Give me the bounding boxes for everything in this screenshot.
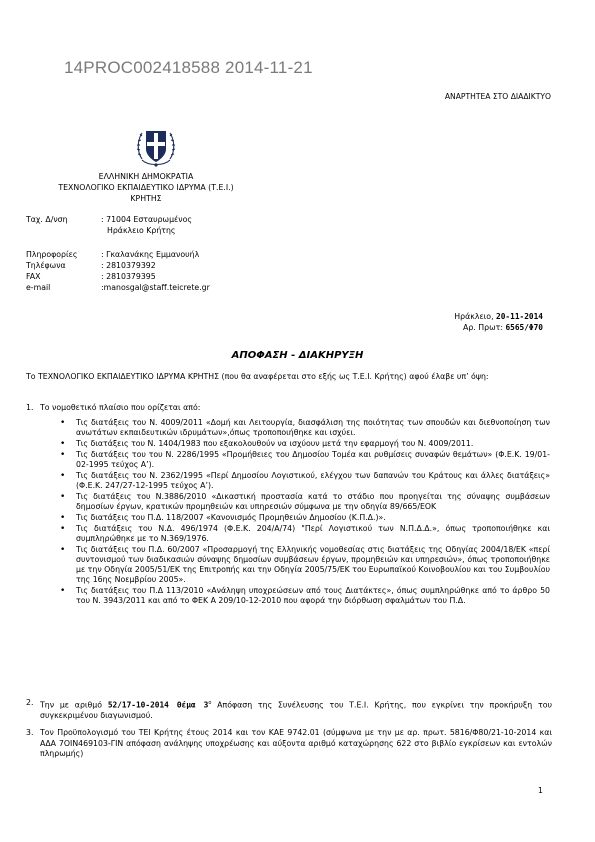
list-item: • Τις διατάξεις του Ν. 2362/1995 «Περί Δημοσίου Λογιστικού, ελέγχου των δαπανών του Κράτους και άλλες διατάξεις» (Φ.Ε.Κ. 247/27-12-1995 τεύχος Α’). xyxy=(60,471,550,491)
list-item: • Τις διατάξεις του Π.Δ 113/2010 «Ανάληψη υποχρεώσεων από τους Διατάκτες», όπως συμπληρώθηκε από το άρθρο 50 του Ν. 3943/2011 και από το ΦΕΚ Α 209/10-12-2010 που αφορά την διόρθωση σφαλμάτων του Π.Δ. xyxy=(60,586,550,606)
protocol-number: 6565/Φ70 xyxy=(505,323,543,332)
document-code: 14PROC002418588 2014-11-21 xyxy=(64,58,313,77)
contact-block xyxy=(26,214,210,293)
section-3-text: Τον Προϋπολογισμό του ΤΕΙ Κρήτης έτους 2014 και τον ΚΑΕ 9742.01 (σύμφωνα με την με αρ. πρωτ. 5816/Φ80/21-10-2014 και ΑΔΑ 7ΟΙΝ469103-ΓΙΝ απόφαση ανάληψης υποχρέωσης και αύξοντα αριθμό καταχώρησης 622 στο βιβλίο εγκρίσεων και εντολών πληρωμής) xyxy=(40,728,552,758)
email-label: e-mail xyxy=(26,283,51,292)
email-value: :manosgal@staff.teicrete.gr xyxy=(101,283,210,292)
fax-label: FAX xyxy=(26,272,41,281)
section-1-text: Το νομοθετικό πλαίσιο που ορίζεται από: xyxy=(40,403,201,412)
issue-date: 20-11-2014 xyxy=(496,312,543,321)
posting-note: ΑΝΑΡΤΗΤΕΑ ΣΤΟ ΔΙΑΔΙΚΤΥΟ xyxy=(444,92,551,101)
address-row xyxy=(26,214,210,225)
address-label: Ταχ. Δ/νση xyxy=(26,215,68,224)
issuer-country: ΕΛΛΗΝΙΚΗ ΔΗΜΟΚΡΑΤΙΑ xyxy=(98,172,194,181)
info-label: Πληροφορίες xyxy=(26,250,78,259)
fax-row xyxy=(26,271,210,282)
section-3-number: 3. xyxy=(26,728,34,737)
section-2-number: 2. xyxy=(26,698,34,707)
list-item: • Τις διατάξεις του Π.Δ. 60/2007 «Προσαρμογή της Ελληνικής νομοθεσίας στις διατάξεις της Οδηγίας 2004/18/ΕΚ «περί συντονισμού των διαδικασιών σύναψης δημοσίων συμβάσεων έργων, προμηθειών και υπηρεσιών», όπως τροποποιήθηκε με την Οδηγία 2005/51/ΕΚ της Επιτροπής και την Οδηγία 2005/75/ΕΚ του Ευρωπαϊκού Κοινοβουλίου και του Συμβουλίου της 16ης Νοεμβρίου 2005». xyxy=(60,545,550,586)
address-value: : 71004 Εσταυρωμένος xyxy=(101,215,192,224)
protocol-prefix: Αρ. Πρωτ: xyxy=(463,323,506,332)
phone-row xyxy=(26,260,210,271)
place-prefix: Ηράκλειο, xyxy=(454,312,497,321)
section-2 xyxy=(26,698,552,722)
info-value: : Γκαλανάκης Εμμανουήλ xyxy=(101,250,200,259)
fax-value: : 2810379395 xyxy=(101,272,156,281)
list-item: • Τις διατάξεις του Ν.Δ. 496/1974 (Φ.Ε.Κ. 204/Α/74) "Περί Λογιστικού των Ν.Π.Δ.Δ.», όπως τροποποιήθηκε και συμπληρώθηκε με το Ν.369/1976. xyxy=(60,524,550,544)
list-item: • Τις διατάξεις του Ν. 4009/2011 «Δομή και Λειτουργία, διασφάλιση της ποιότητας των σπουδών και διεθνοποίηση των ανωτάτων εκπαιδευτικών ιδρυμάτων»,όπως τροποποιήθηκε και ισχύει. xyxy=(60,418,550,438)
page-number: 1 xyxy=(538,786,543,795)
list-item: • Τις διατάξεις του Π.Δ. 118/2007 «Κανονισμός Προμηθειών Δημοσίου (Κ.Π.Δ.)». xyxy=(60,513,550,523)
phone-label: Τηλέφωνα xyxy=(26,261,66,270)
list-item: • Τις διατάξεις του Ν.3886/2010 «Δικαστική προστασία κατά το στάδιο που προηγείται της σύναψης συμβάσεων δημοσίων έργων, κρατικών προμηθειών και υπηρεσιών σύμφωνα με την οδηγία 89/665/ΕΟΚ xyxy=(60,492,550,512)
info-row xyxy=(26,249,210,260)
document-title: ΑΠΟΦΑΣΗ - ΔΙΑΚΗΡΥΞΗ xyxy=(231,350,364,361)
greek-emblem-icon xyxy=(136,125,176,169)
section-1-heading xyxy=(26,403,552,414)
list-item: • Τις διατάξεις του Ν. 1404/1983 που εξακολουθούν να ισχύουν μετά την εφαρμογή του Ν. 4009/2011. xyxy=(60,439,550,449)
section-1-number: 1. xyxy=(26,403,34,412)
issuer-block xyxy=(26,171,266,204)
address-row-2 xyxy=(26,225,210,236)
list-item: • Τις διατάξεις του του Ν. 2286/1995 «Προμήθειες του Δημοσίου Τομέα και ρυθμίσεις συναφών θεμάτων» (Φ.Ε.Κ. 19/01-02-1995 τεύχος Α’). xyxy=(60,450,550,470)
section-2-text: Την με αριθμό 52/17-10-2014 Θέμα $3^o$ Απόφαση της Συνέλευσης του Τ.Ε.Ι. Κρήτης, που εγκρίνει την προκήρυξη του συγκεκριμένου διαγωνισμού. xyxy=(40,700,552,721)
assembly-decision-ref: 52/17-10-2014 Θέμα 3 xyxy=(107,700,209,710)
intro-paragraph: Το ΤΕΧΝΟΛΟΓΙΚΟ ΕΚΠΑΙΔΕΥΤΙΚΟ ΙΔΡΥΜΑ ΚΡΗΤΗΣ (που θα αναφέρεται στο εξής ως Τ.Ε.Ι. Κρήτης) αφού έλαβε υπ’ όψη: xyxy=(26,372,489,381)
place-date-line xyxy=(454,311,543,322)
phone-value: : 2810379392 xyxy=(101,261,156,270)
issuer-region: ΚΡΗΤΗΣ xyxy=(130,194,162,203)
section-3 xyxy=(26,728,552,760)
place-date-block xyxy=(454,311,543,333)
legal-framework-list xyxy=(60,418,550,607)
address-city: Ηράκλειο Κρήτης xyxy=(107,226,176,235)
email-row xyxy=(26,282,210,293)
issuer-institution: ΤΕΧΝΟΛΟΓΙΚΟ ΕΚΠΑΙΔΕΥΤΙΚΟ ΙΔΡΥΜΑ (Τ.Ε.Ι.) xyxy=(58,183,234,192)
protocol-line xyxy=(454,322,543,333)
